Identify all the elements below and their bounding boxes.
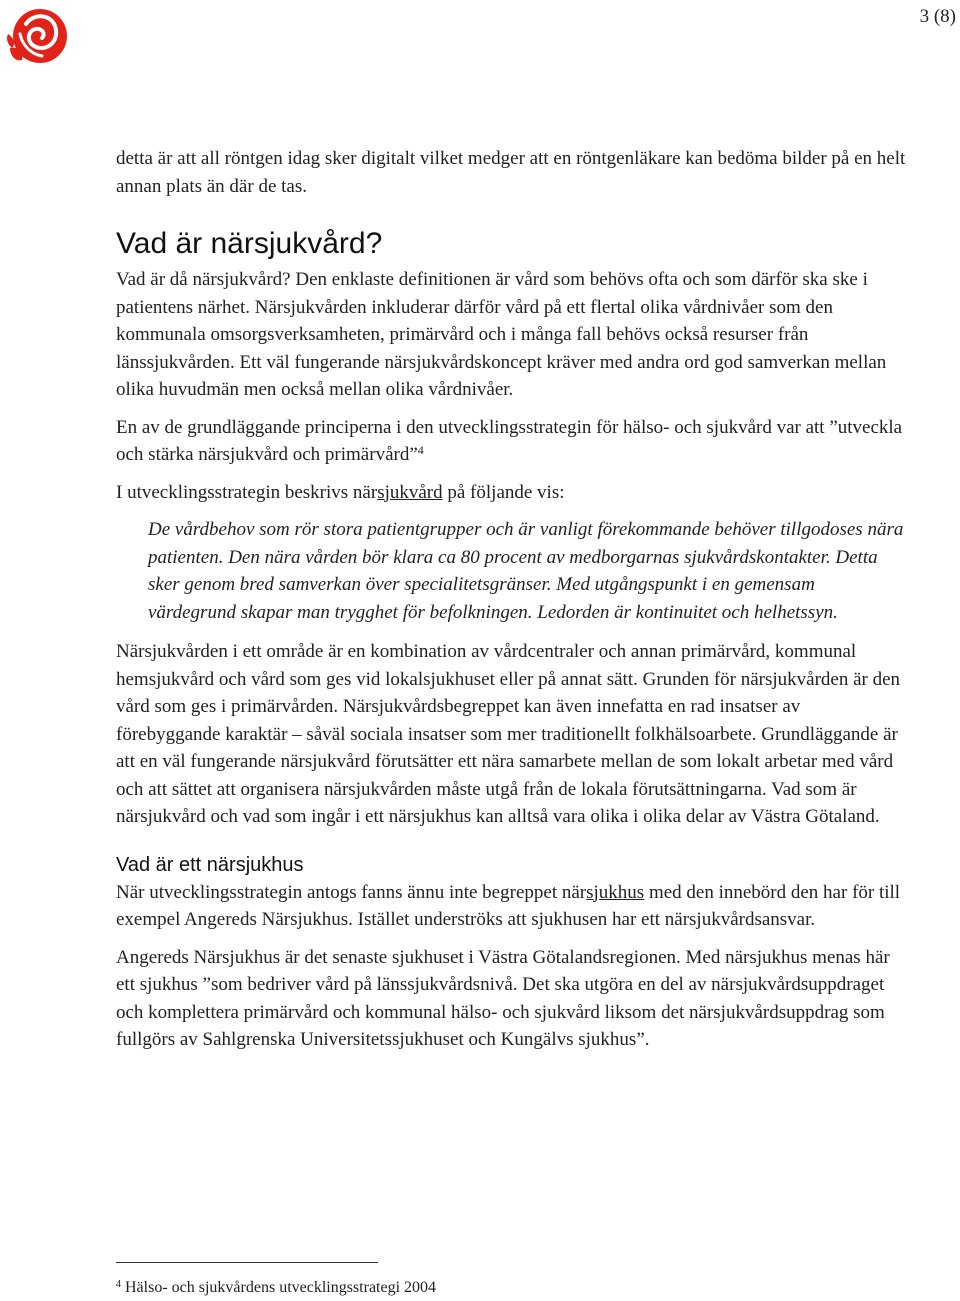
concept-text-underlined: sjukhus bbox=[586, 881, 645, 903]
paragraph-principles bbox=[116, 414, 906, 469]
strategy-text-before: I utvecklingsstrategin beskrivs när bbox=[116, 481, 378, 503]
paragraph-definition: Vad är då närsjukvård? Den enklaste definitionen är vård som behövs ofta och som därför ska ske i patientens närhet. Närsjukvården inkluderar därför vård på ett flertal olika vårdnivåer som den kommunala omsorgsverksamheten, primärvård och i många fall behövs också resurser från länssjukvården. Ett väl fungerande närsjukvårdskoncept kräver med andra ord god samverkan mellan olika huvudmän men också mellan olika vårdnivåer. bbox=[116, 269, 887, 400]
red-rose-logo-icon bbox=[4, 4, 70, 70]
section-heading-narsjukhus: Vad är ett närsjukhus bbox=[116, 853, 304, 876]
strategy-text-after: på följande vis: bbox=[442, 481, 565, 503]
strategy-text-underlined: sjukvård bbox=[377, 481, 443, 503]
intro-paragraph: detta är att all röntgen idag sker digitalt vilket medger att en röntgenläkare kan bedöma bilder på en helt annan plats än där de tas. bbox=[116, 148, 906, 197]
strategy-quote: De vårdbehov som rör stora patientgrupper och är vanligt förekommande behöver tillgodoses nära patienten. Den nära vården bör klara ca 80 procent av medborgarnas sjukvårdskontakter. Detta sker genom bred samverkan över specialitetsgränser. Med utgångspunkt i en gemensam värdegrund skapar man trygghet för befolkningen. Ledorden är kontinuitet och helhetssyn. bbox=[148, 519, 904, 623]
concept-text-after: med den innebörd den har för till exempel Angereds Närsjukhus. Istället underströks att sjukhusen har ett närsjukvårdsansvar. bbox=[116, 881, 901, 930]
paragraph-concept bbox=[116, 879, 906, 934]
footnote-divider bbox=[116, 1262, 378, 1263]
paragraph-angered: Angereds Närsjukhus är det senaste sjukhuset i Västra Götalandsregionen. Med närsjukhus menas här ett sjukhus ”som bedriver vård på länssjukvårdsnivå. Det ska utgöra en del av närsjukvårdsuppdraget och komplettera primärvård och kommunal hälso- och sjukvård liksom det närsjukvårdsuppdrag som fullgörs av Sahlgrenska Universitetssjukhuset och Kungälvs sjukhus”. bbox=[116, 946, 890, 1050]
principles-text: En av de grundläggande principerna i den utvecklingsstrategin för hälso- och sjukvård var att ”utveckla och stärka närsjukvård och primärvård” bbox=[116, 416, 903, 465]
footnote-number: 4 bbox=[116, 1279, 121, 1290]
document-body bbox=[116, 145, 906, 1054]
footnote-text: Hälso- och sjukvårdens utvecklingsstrategi 2004 bbox=[121, 1279, 437, 1296]
footnote bbox=[116, 1278, 436, 1298]
footnote-reference: 4 bbox=[417, 443, 424, 457]
section-heading-narsjukvard: Vad är närsjukvård? bbox=[116, 227, 383, 260]
paragraph-composition: Närsjukvården i ett område är en kombination av vårdcentraler och annan primärvård, kommunal hemsjukvård och vård som ges vid lokalsjukhuset eller på annat sätt. Grunden för närsjukvården är den vård som ges i primärvården. Närsjukvårdsbegreppet kan även innefatta en rad insatser av förebyggande karaktär – såväl sociala insatser som mer traditionellt folkhälsoarbete. Grundläggande är att en väl fungerande närsjukvård förutsätter ett nära samarbete mellan de som lokalt arbetar med vård och att sättet att organisera närsjukvården måste utgå från de lokala förutsättningarna. Vad som är närsjukvård och vad som ingår i ett närsjukhus kan alltså vara olika i olika delar av Västra Götaland. bbox=[116, 641, 901, 827]
concept-text-before: När utvecklingsstrategin antogs fanns ännu inte begreppet när bbox=[116, 881, 587, 903]
page-number: 3 (8) bbox=[919, 6, 956, 27]
paragraph-strategy-intro bbox=[116, 479, 906, 507]
